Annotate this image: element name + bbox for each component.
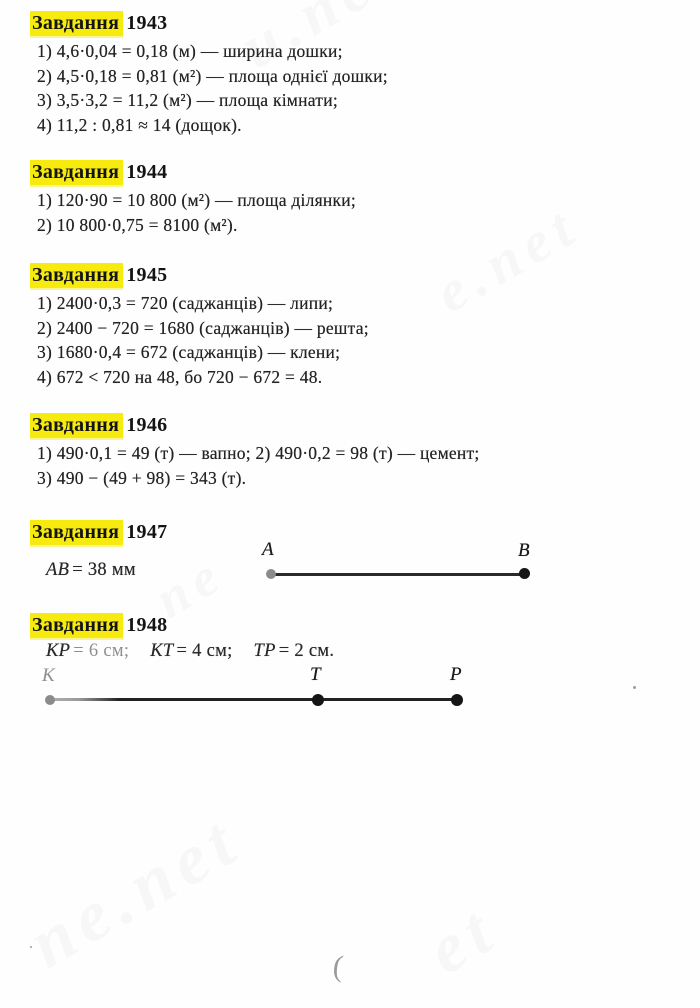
task-1946-header-label: Завдання <box>30 413 123 438</box>
scan-speck <box>30 946 32 948</box>
watermark-fragment <box>15 798 256 985</box>
task-1944-header-number: 1944 <box>126 161 168 183</box>
task-1945-header-label: Завдання <box>30 263 123 288</box>
segment-ab-name: AB <box>46 560 70 580</box>
task-1947 <box>30 521 684 580</box>
solution-line: 3) 490 − (49 + 98) = 343 (т). <box>37 467 247 488</box>
measure-kt-length: = 4 см; <box>176 641 233 661</box>
scan-speck <box>633 686 636 689</box>
task-1947-header-label: Завдання <box>30 520 123 545</box>
segment-ab-length: = 38 мм <box>72 560 136 580</box>
watermark-fragment <box>414 889 512 992</box>
task-1948 <box>30 614 684 686</box>
solution-line: 1) 2400·0,3 = 720 (саджанців) — липи; <box>37 293 334 313</box>
solution-line: 2) 4,5·0,18 = 0,81 (м²) — площа однієї дошки; <box>37 65 388 86</box>
segment-ab-measure <box>46 560 136 581</box>
task-1946-header <box>30 414 684 437</box>
measure-kp <box>46 641 129 661</box>
task-1945-header <box>30 264 684 287</box>
point-k-dot <box>45 695 55 705</box>
point-p-dot <box>451 694 463 706</box>
task-1946-solution <box>30 441 684 490</box>
task-1944-header <box>30 161 684 184</box>
solution-line: 2) 10 800·0,75 = 8100 (м²). <box>37 214 238 235</box>
solution-line: 4) 11,2 : 0,81 ≈ 14 (дощок). <box>37 114 242 135</box>
solution-line: 1) 490·0,1 = 49 (т) — вапно; 2) 490·0,2 = 98 (т) — цемент; <box>37 443 480 463</box>
point-t-label: T <box>310 664 321 685</box>
measure-kt-name: KT <box>150 641 174 661</box>
task-1947-header <box>30 521 684 544</box>
segment-ktp-measures <box>46 641 350 662</box>
solution-line: 1) 120·90 = 10 800 (м²) — площа ділянки; <box>37 190 356 210</box>
solution-line: 4) 672 < 720 на 48, бо 720 − 672 = 48. <box>37 366 323 387</box>
point-b-label: B <box>518 540 530 561</box>
solution-line: 1) 4,6·0,04 = 0,18 (м) — ширина дошки; <box>37 41 343 61</box>
task-1944 <box>30 161 684 237</box>
task-1948-header-label: Завдання <box>30 613 123 638</box>
task-1948-header <box>30 614 684 637</box>
measure-tp <box>254 641 335 661</box>
point-t-dot <box>312 694 324 706</box>
task-1945-solution <box>30 291 684 389</box>
point-k-label: K <box>42 665 55 686</box>
task-1943-header <box>30 12 684 35</box>
task-1943-header-number: 1943 <box>126 12 168 34</box>
point-a-label: A <box>262 539 274 560</box>
task-1944-header-label: Завдання <box>30 160 123 185</box>
segment-kp-line <box>50 698 457 701</box>
solution-line: 3) 1680·0,4 = 672 (саджанців) — клени; <box>37 342 341 362</box>
task-1945 <box>30 264 684 389</box>
stray-pen-mark: ( <box>331 949 345 984</box>
point-p-label: P <box>450 664 462 685</box>
task-1944-solution <box>30 188 684 237</box>
measure-kt <box>150 641 232 661</box>
task-1943-solution <box>30 39 684 137</box>
measure-kp-length: = 6 см; <box>73 641 130 661</box>
task-1947-header-number: 1947 <box>126 521 168 543</box>
task-1943-header-label: Завдання <box>30 11 123 36</box>
task-1945-header-number: 1945 <box>126 264 168 286</box>
measure-tp-length: = 2 см. <box>278 641 335 661</box>
task-1946 <box>30 414 684 490</box>
solution-line: 2) 2400 − 720 = 1680 (саджанців) — решта; <box>37 317 369 338</box>
segment-ab-line <box>271 573 525 576</box>
task-1943 <box>30 12 684 137</box>
task-1948-header-number: 1948 <box>126 614 168 636</box>
solution-line: 3) 3,5·3,2 = 11,2 (м²) — площа кімнати; <box>37 90 338 110</box>
point-b-dot <box>519 568 530 579</box>
point-a-dot <box>266 569 276 579</box>
task-1946-header-number: 1946 <box>126 414 168 436</box>
measure-tp-name: TP <box>253 641 276 661</box>
measure-kp-name: KP <box>46 641 71 661</box>
